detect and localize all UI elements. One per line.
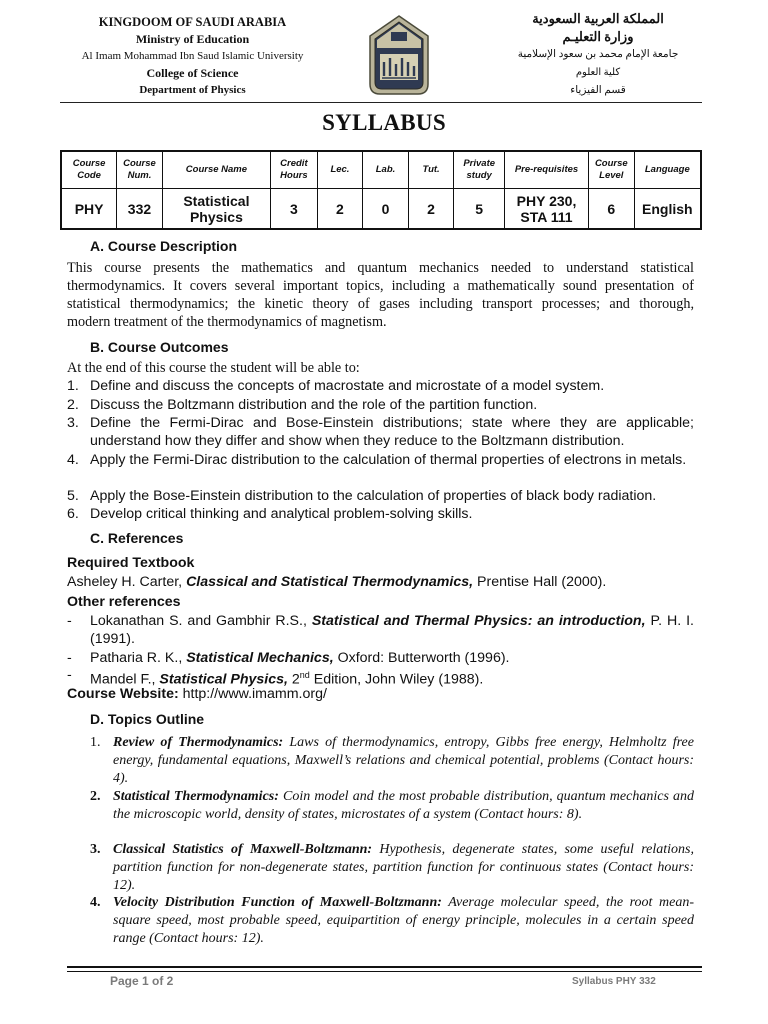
header-divider <box>60 102 702 103</box>
reference-bullet: - <box>67 667 72 683</box>
topic-title: Review of Thermodynamics: <box>113 735 284 750</box>
list-item-number: 2. <box>67 397 79 413</box>
reference-year: (1991). <box>90 631 135 647</box>
description-line: This course presents the mathematics and quantum mechanics needed to understand statistical <box>67 260 694 276</box>
textbook-author: Asheley H. Carter, <box>67 574 187 590</box>
reference-title: Statistical Mechanics, <box>186 650 334 666</box>
website-link[interactable]: http://www.imamm.org/ <box>178 686 327 702</box>
course-info-table <box>60 150 702 230</box>
list-item-number: 4. <box>67 452 79 468</box>
col-header: Lab. <box>363 151 409 189</box>
reference-author: Lokanathan S. and Gambhir R.S., <box>90 613 312 629</box>
col-header: Course Num. <box>117 151 163 189</box>
topic-item <box>113 734 694 788</box>
list-item: Develop critical thinking and analytical problem-solving skills. <box>90 506 473 522</box>
list-item: Define the Fermi-Dirac and Bose-Einstein distributions; state where they are applicable; understand how they differ and show when they reduce to the Boltzmann distribution. <box>90 415 694 449</box>
page-title: SYLLABUS <box>322 110 446 135</box>
website-label: Course Website: <box>67 686 179 702</box>
topic-item <box>113 841 694 895</box>
table-cell: 2 <box>408 189 454 230</box>
list-item: Discuss the Boltzmann distribution and the role of the partition function. <box>90 397 538 413</box>
section-heading-references: C. References <box>90 530 184 546</box>
table-cell: 2 <box>317 189 363 230</box>
topic-body: Coin model and the most probable distribution, quantum mechanics and the microscopic world, density of states, microstates of a system (Contact hours: 8). <box>113 789 695 822</box>
col-header: Credit Hours <box>271 151 318 189</box>
table-cell: PHY <box>61 189 117 230</box>
topic-title: Classical Statistics of Maxwell-Boltzmann: <box>113 842 373 857</box>
header-ar-department: قسم الفيزياء <box>570 85 626 96</box>
col-header: Pre-requisites <box>504 151 588 189</box>
table-header-row <box>61 151 701 189</box>
footer-divider <box>67 966 702 968</box>
table-cell: English <box>634 189 701 230</box>
description-line: statistical thermodynamics; the kinetic theory of gases including transport processes; and thorough, <box>67 296 694 312</box>
topic-number: 4. <box>90 895 101 910</box>
list-item-number: 3. <box>67 415 79 431</box>
reference-title: Statistical Physics, <box>159 671 288 688</box>
topic-item <box>113 894 694 948</box>
university-seal-icon <box>368 14 430 98</box>
reference-edition: 2 <box>287 671 300 688</box>
description-line: thermodynamics. It covers several important topics, including a mathematically sound presentation of <box>67 278 694 294</box>
table-cell: 3 <box>271 189 318 230</box>
reference-entry <box>90 649 510 667</box>
topic-number: 1. <box>90 735 101 750</box>
header-arabic <box>498 10 698 100</box>
topic-body: Laws of thermodynamics, entropy, Gibbs free energy, Helmholtz free energy, fundamental equations, Maxwell’s relations and chemical potential, problems (Contact hours: 4). <box>113 735 694 786</box>
textbook-entry <box>67 573 606 591</box>
list-item-number: 1. <box>67 378 79 394</box>
col-header: Tut. <box>408 151 454 189</box>
required-textbook-label: Required Textbook <box>67 555 195 571</box>
list-item: Apply the Fermi-Dirac distribution to the calculation of thermal properties of electrons in metals. <box>90 452 687 468</box>
footer-divider-thin <box>67 971 702 972</box>
reference-entry <box>90 612 694 630</box>
header-english <box>60 14 325 99</box>
table-cell: 332 <box>117 189 163 230</box>
header-university: Al Imam Mohammad Ibn Saud Islamic University <box>81 50 304 62</box>
table-cell: 5 <box>454 189 505 230</box>
col-header: Course Code <box>61 151 117 189</box>
header-ministry: Ministry of Education <box>135 32 250 46</box>
col-header: Lec. <box>317 151 363 189</box>
reference-author: Patharia R. K., <box>90 650 187 666</box>
list-item: Define and discuss the concepts of macrostate and microstate of a model system. <box>90 378 605 394</box>
reference-title: Statistical and Thermal Physics: an introduction, <box>311 613 646 629</box>
header-department: Department of Physics <box>139 84 246 96</box>
list-item-number: 5. <box>67 488 79 504</box>
reference-publisher: P. H. I. <box>645 613 694 629</box>
reference-author: Mandel F., <box>90 671 160 688</box>
header-college: College of Science <box>146 66 239 80</box>
section-heading-description: A. Course Description <box>90 238 238 254</box>
topic-body: Hypothesis, degenerate states, some useful relations, partition function for non-degenerate states, partition function for continuous states (Contact hours: 12). <box>113 842 694 893</box>
reference-publisher: Edition, John Wiley (1988). <box>309 671 484 688</box>
section-heading-topics: D. Topics Outline <box>90 711 205 727</box>
topic-title: Velocity Distribution Function of Maxwell-Boltzmann: <box>113 895 442 910</box>
col-header: Course Level <box>589 151 635 189</box>
header-ar-kingdom: المملكة العربية السعودية <box>532 11 664 26</box>
header-ar-ministry: وزارة التعليـم <box>562 29 634 44</box>
table-cell: Statistical Physics <box>162 189 270 230</box>
page-number: Page 1 of 2 <box>110 974 174 988</box>
reference-edition-suffix: nd <box>299 670 310 680</box>
topic-title: Statistical Thermodynamics: <box>113 789 279 804</box>
list-item: Apply the Bose-Einstein distribution to the calculation of properties of black body radiation. <box>90 488 657 504</box>
table-cell: 6 <box>589 189 635 230</box>
description-line: modern treatment of the thermodynamics of magnetism. <box>67 314 387 330</box>
topic-body: Average molecular speed, the root mean-square speed, most probable speed, equipartition of energy principle, molecules in a certain speed range (Contact hours: 12). <box>113 895 695 946</box>
course-website <box>67 685 327 703</box>
table-cell: PHY 230, STA 111 <box>504 189 588 230</box>
reference-publisher: Oxford: Butterworth (1996). <box>333 650 510 666</box>
other-references-label: Other references <box>67 594 181 610</box>
textbook-publisher: Prentise Hall (2000). <box>473 574 607 590</box>
topic-item <box>113 788 694 824</box>
list-item-number: 6. <box>67 506 79 522</box>
topic-number: 3. <box>90 842 101 857</box>
section-heading-outcomes: B. Course Outcomes <box>90 339 229 355</box>
reference-bullet: - <box>67 650 72 666</box>
header-ar-college: كلية العلوم <box>575 67 621 78</box>
header-kingdom: KINGDOOM OF SAUDI ARABIA <box>98 15 287 29</box>
table-row <box>61 189 701 230</box>
reference-bullet: - <box>67 613 72 629</box>
col-header: Private study <box>454 151 505 189</box>
textbook-title: Classical and Statistical Thermodynamics, <box>186 574 474 590</box>
outcomes-intro: At the end of this course the student will be able to: <box>67 360 360 376</box>
table-cell: 0 <box>363 189 409 230</box>
col-header: Course Name <box>162 151 270 189</box>
header-ar-university: جامعة الإمام محمد بن سعود الإسلامية <box>517 49 679 60</box>
topic-number: 2. <box>90 789 101 804</box>
footer-doc-name: Syllabus PHY 332 <box>572 976 656 987</box>
col-header: Language <box>634 151 701 189</box>
